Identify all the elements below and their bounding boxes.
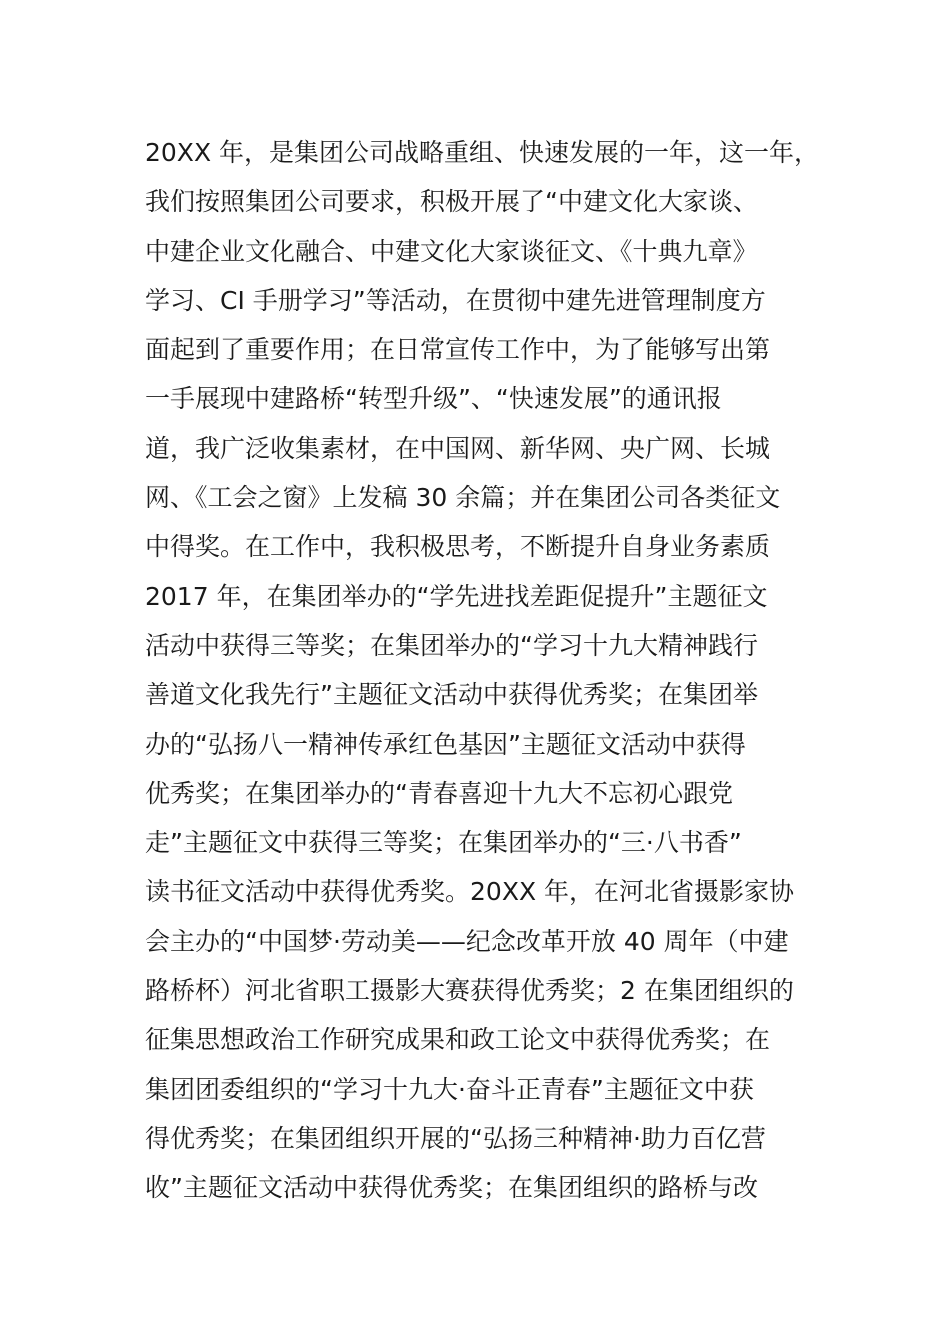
text-line: 2017 年，在集团举办的“学先进找差距促提升”主题征文: [145, 581, 768, 611]
body-paragraph: [145, 128, 845, 1213]
text-line: 活动中获得三等奖；在集团举办的“学习十九大精神践行: [145, 630, 758, 660]
text-line: 收”主题征文活动中获得优秀奖；在集团组织的路桥与改: [145, 1173, 758, 1203]
text-line: 中建企业文化融合、中建文化大家谈征文、《十典九章》: [145, 236, 758, 266]
text-line: 读书征文活动中获得优秀奖。20XX 年，在河北省摄影家协: [145, 877, 795, 907]
text-line: 学习、CI 手册学习”等活动，在贯彻中建先进管理制度方: [145, 285, 766, 315]
text-line: 优秀奖；在集团举办的“青春喜迎十九大不忘初心跟党: [145, 778, 733, 808]
text-line: 路桥杯）河北省职工摄影大赛获得优秀奖；2 在集团组织的: [145, 976, 794, 1006]
text-line: 20XX 年，是集团公司战略重组、快速发展的一年，这一年，: [145, 138, 820, 167]
text-line: 集团团委组织的“学习十九大·奋斗正青春”主题征文中获: [145, 1074, 754, 1104]
text-line: 走”主题征文中获得三等奖；在集团举办的“三·八书香”: [145, 828, 742, 858]
text-line: 道，我广泛收集素材，在中国网、新华网、央广网、长城: [145, 433, 771, 463]
text-line: 网、《工会之窗》上发稿 30 余篇；并在集团公司各类征文: [145, 483, 781, 513]
text-line: 一手展现中建路桥“转型升级”、“快速发展”的通讯报: [145, 384, 722, 414]
text-line: 会主办的“中国梦·劳动美——纪念改革开放 40 周年（中建: [145, 926, 789, 956]
text-line: 善道文化我先行”主题征文活动中获得优秀奖；在集团举: [145, 680, 758, 710]
text-line: 得优秀奖；在集团组织开展的“弘扬三种精神·助力百亿营: [145, 1123, 766, 1153]
text-line: 征集思想政治工作研究成果和政工论文中获得优秀奖；在: [145, 1025, 771, 1055]
text-line: 面起到了重要作用；在日常宣传工作中，为了能够写出第: [145, 335, 771, 365]
text-line: 办的“弘扬八一精神传承红色基因”主题征文活动中获得: [145, 729, 746, 759]
text-line: 中得奖。在工作中，我积极思考，不断提升自身业务素质: [145, 532, 771, 562]
text-line: 我们按照集团公司要求，积极开展了“中建文化大家谈、: [145, 187, 758, 217]
